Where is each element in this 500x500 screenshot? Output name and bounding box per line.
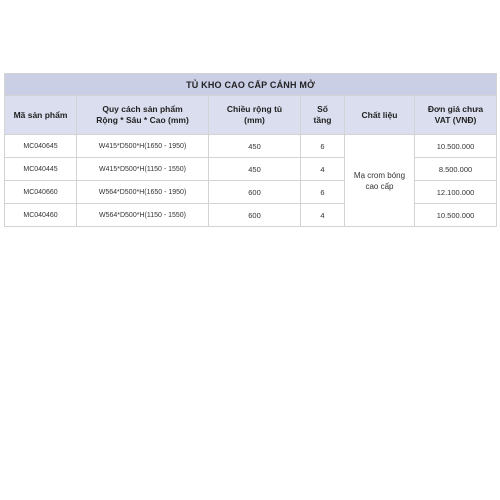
header-dimensions-line2: Rộng * Sâu * Cao (mm) bbox=[96, 115, 189, 125]
cell-product-code: MC040645 bbox=[5, 135, 77, 158]
table-row bbox=[5, 181, 497, 204]
header-tiers-line1: Số bbox=[317, 104, 328, 114]
material-line2: cao cấp bbox=[365, 181, 394, 191]
material-line1: Mạ crom bóng bbox=[353, 170, 406, 180]
header-price-line2: VAT (VNĐ) bbox=[434, 115, 477, 125]
cell-material bbox=[345, 135, 415, 227]
cell-cabinet-width: 450 bbox=[209, 135, 301, 158]
header-price-line1: Đơn giá chưa bbox=[427, 104, 484, 114]
cell-tiers: 6 bbox=[301, 181, 345, 204]
header-tiers-line2: tầng bbox=[313, 115, 332, 125]
cell-product-code: MC040660 bbox=[5, 181, 77, 204]
cell-dimensions: W564*D500*H(1650 - 1950) bbox=[77, 181, 209, 204]
table-row bbox=[5, 135, 497, 158]
header-product-code: Mã sản phẩm bbox=[5, 96, 77, 135]
header-dimensions bbox=[77, 96, 209, 135]
cell-product-code: MC040460 bbox=[5, 204, 77, 227]
cell-price: 10.500.000 bbox=[415, 135, 497, 158]
cell-price: 12.100.000 bbox=[415, 181, 497, 204]
table-title: TỦ KHO CAO CẤP CÁNH MỞ bbox=[5, 74, 497, 96]
cell-tiers: 4 bbox=[301, 158, 345, 181]
cell-dimensions: W415*D500*H(1650 - 1950) bbox=[77, 135, 209, 158]
table-header-row bbox=[5, 96, 497, 135]
cell-cabinet-width: 600 bbox=[209, 181, 301, 204]
cell-tiers: 6 bbox=[301, 135, 345, 158]
cell-cabinet-width: 600 bbox=[209, 204, 301, 227]
cell-price: 8.500.000 bbox=[415, 158, 497, 181]
product-spec-table bbox=[4, 73, 497, 227]
header-cabinet-width-line2: (mm) bbox=[244, 115, 265, 125]
header-dimensions-line1: Quy cách sản phẩm bbox=[102, 104, 183, 114]
cell-dimensions: W415*D500*H(1150 - 1550) bbox=[77, 158, 209, 181]
cell-dimensions: W564*D500*H(1150 - 1550) bbox=[77, 204, 209, 227]
cell-tiers: 4 bbox=[301, 204, 345, 227]
header-material: Chất liệu bbox=[345, 96, 415, 135]
cell-price: 10.500.000 bbox=[415, 204, 497, 227]
header-tiers bbox=[301, 96, 345, 135]
header-cabinet-width bbox=[209, 96, 301, 135]
cell-cabinet-width: 450 bbox=[209, 158, 301, 181]
table-row bbox=[5, 158, 497, 181]
header-price bbox=[415, 96, 497, 135]
cell-product-code: MC040445 bbox=[5, 158, 77, 181]
table-row bbox=[5, 204, 497, 227]
header-cabinet-width-line1: Chiều rộng tủ bbox=[226, 104, 283, 114]
